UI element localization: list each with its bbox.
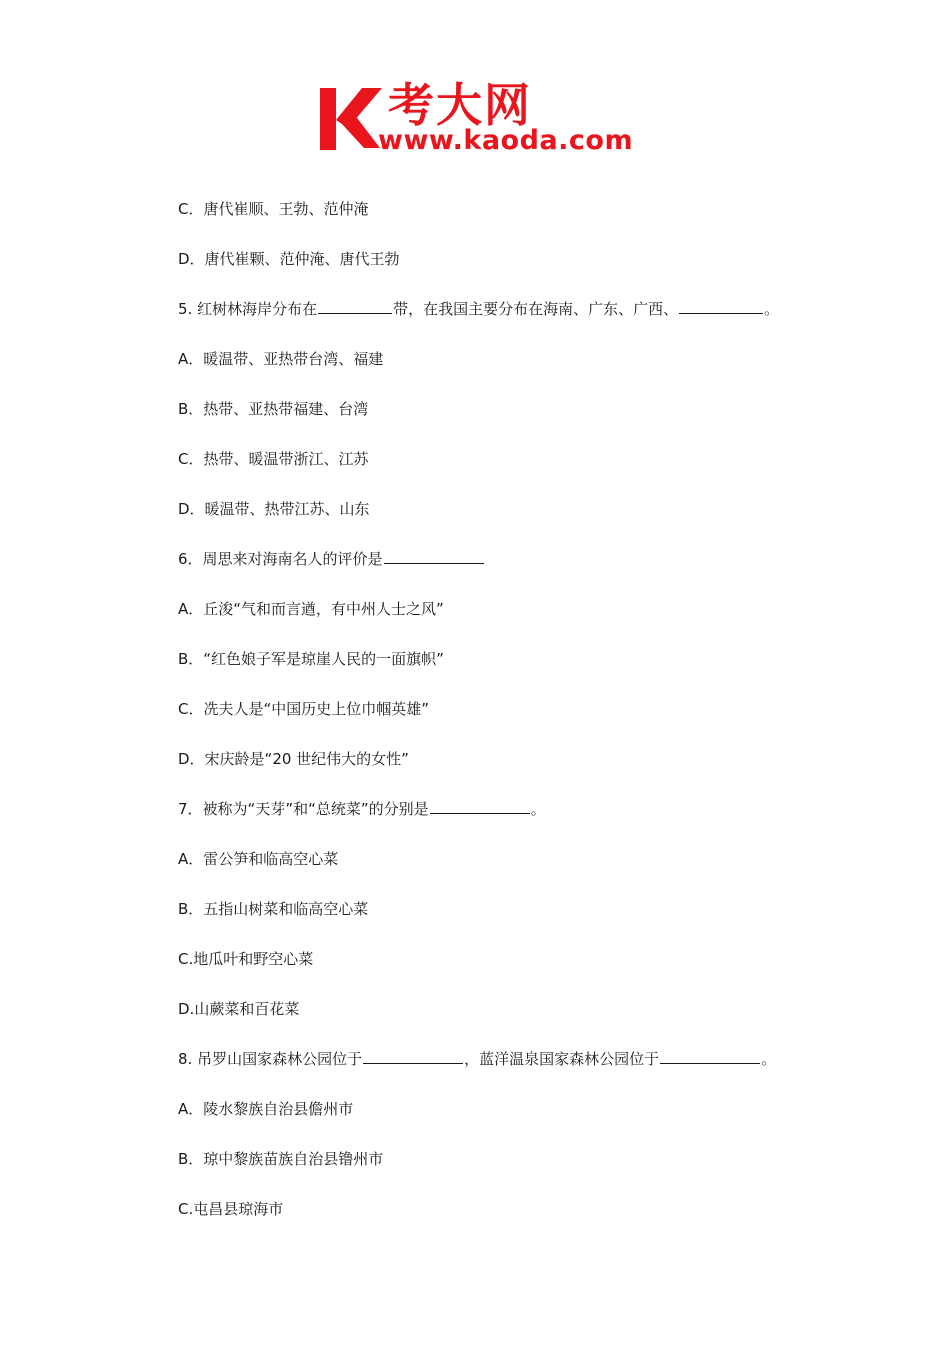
question-text: 6．周思来对海南名人的评价是 xyxy=(178,550,383,568)
question-7 xyxy=(178,796,898,846)
option-line: A．丘浚“气和而言遒，有中州人士之风” xyxy=(178,600,444,618)
option-line: C．热带、暖温带浙江、江苏 xyxy=(178,450,369,468)
question-5 xyxy=(178,296,898,346)
question-text: 。 xyxy=(764,300,780,318)
option-line: B．琼中黎族苗族自治县镥州市 xyxy=(178,1150,384,1168)
question-text: 5. 红树林海岸分布在 xyxy=(178,300,318,318)
option-line: B．“红色娘子军是琼崖人民的一面旗帜” xyxy=(178,650,444,668)
option-line: D．宋庆龄是“20 世纪伟大的女性” xyxy=(178,750,409,768)
answer-blank xyxy=(363,1047,463,1064)
option-line: C.屯昌县琼海市 xyxy=(178,1200,284,1218)
answer-blank xyxy=(660,1047,760,1064)
answer-blank xyxy=(679,297,763,314)
kaoda-logo xyxy=(318,80,640,162)
option-line: C.地瓜叶和野空心菜 xyxy=(178,950,314,968)
logo-url-text: www.kaoda.com xyxy=(378,125,634,156)
answer-blank xyxy=(430,797,530,814)
answer-blank xyxy=(384,547,484,564)
option-line: B．五指山树菜和临高空心菜 xyxy=(178,900,369,918)
question-text: 。 xyxy=(761,1050,777,1068)
option-line: C．冼夫人是“中国历史上位巾帼英雄” xyxy=(178,700,430,718)
option-line: A．陵水黎族自治县儋州市 xyxy=(178,1100,354,1118)
question-6 xyxy=(178,546,898,596)
option-line: A．雷公笋和临高空心菜 xyxy=(178,850,339,868)
question-text: 。 xyxy=(530,800,546,818)
option-line: D．暖温带、热带江苏、山东 xyxy=(178,500,370,518)
option-line: C．唐代崔顺、王勃、范仲淹 xyxy=(178,200,369,218)
answer-blank xyxy=(318,297,392,314)
option-line: D.山蕨菜和百花菜 xyxy=(178,1000,300,1018)
option-line: B．热带、亚热带福建、台湾 xyxy=(178,400,369,418)
question-text: 带，在我国主要分布在海南、广东、广西、 xyxy=(393,300,679,318)
question-text: ，蓝洋温泉国家森林公园位于 xyxy=(464,1050,660,1068)
option-line: D．唐代崔颗、范仲淹、唐代王勃 xyxy=(178,250,400,268)
option-line: A．暖温带、亚热带台湾、福建 xyxy=(178,350,384,368)
question-content xyxy=(178,196,898,1246)
logo-brand-text: 考大网 xyxy=(388,78,532,132)
question-8 xyxy=(178,1046,898,1096)
question-text: 8. 吊罗山国家森林公园位于 xyxy=(178,1050,363,1068)
question-text: 7．被称为“天芽”和“总统菜”的分别是 xyxy=(178,800,429,818)
